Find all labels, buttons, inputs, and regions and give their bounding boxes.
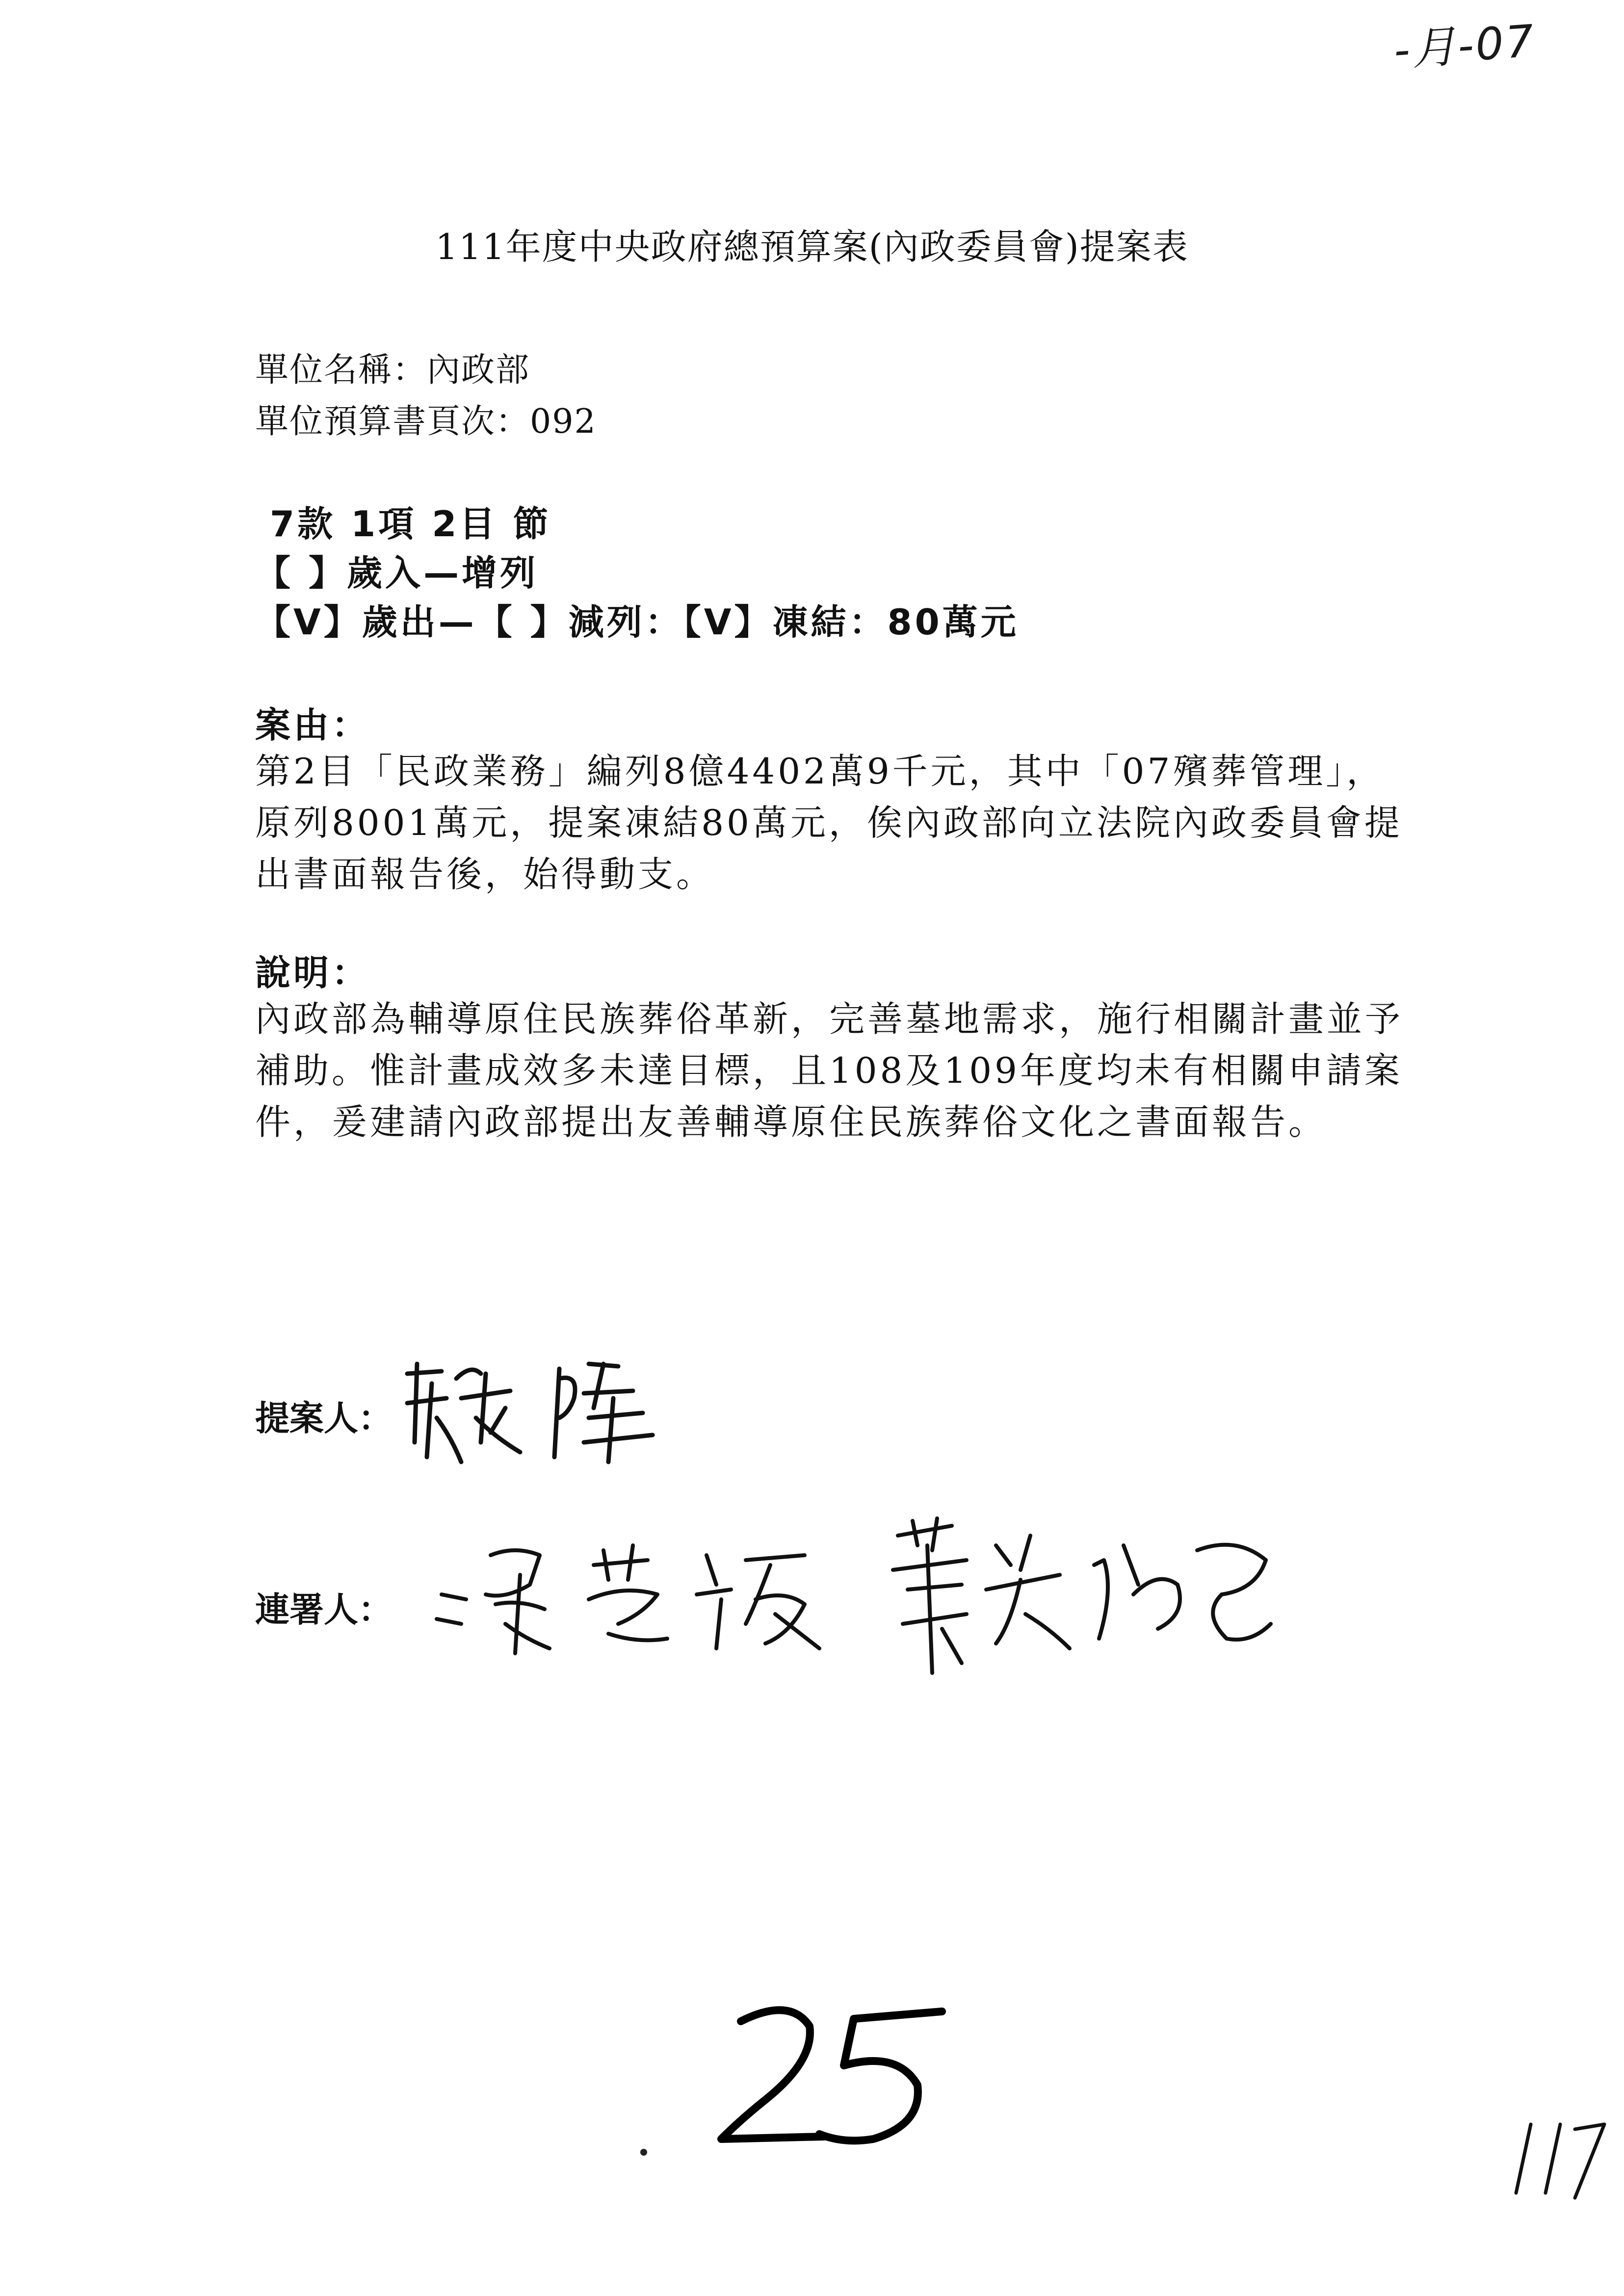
page-title: 111年度中央政府總預算案(內政委員會)提案表 [435,226,1189,267]
corner-handwritten-note: -月-07 [1392,15,1538,77]
reason-line: 出書面報告後，始得動支。 [255,854,715,895]
description-heading: 說明： [255,952,370,993]
bottom-right-handwritten-note [1501,2110,1609,2203]
reason-heading: 案由： [255,704,370,746]
unit-name-line: 單位名稱：內政部 [255,351,530,390]
cosigner-label: 連署人： [255,1590,393,1630]
description-line: 件，爰建請內政部提出友善輔導原住民族葬俗文化之書面報告。 [255,1101,1327,1143]
description-line: 補助。惟計畫成效多未達目標，且108及109年度均未有相關申請案 [255,1050,1403,1091]
budget-classification-line: 7款 1項 2目 節 [270,503,551,545]
unit-page-line: 單位預算書頁次：092 [255,402,597,441]
reason-line: 第2目「民政業務」編列8億4402萬9千元，其中「07殯葬管理」， [255,751,1385,792]
handwritten-page-number [711,1992,986,2154]
ink-dot [640,2149,647,2156]
cosigner-signature [432,1526,854,1668]
proposer-label: 提案人： [255,1398,393,1438]
cosigner-signature [883,1516,1285,1678]
reason-paragraph [255,746,1442,900]
revenue-increase-line: 【 】歲入—增列 [255,552,539,594]
description-line: 內政部為輔導原住民族葬俗革新，完善墓地需求，施行相關計畫並予 [255,998,1404,1040]
proposer-signature [388,1344,692,1472]
reason-line: 原列8001萬元，提案凍結80萬元，俟內政部向立法院內政委員會提 [255,802,1403,843]
description-paragraph [255,993,1442,1148]
expenditure-freeze-line: 【V】歲出—【 】減列：【V】凍結：80萬元 [255,601,1019,643]
